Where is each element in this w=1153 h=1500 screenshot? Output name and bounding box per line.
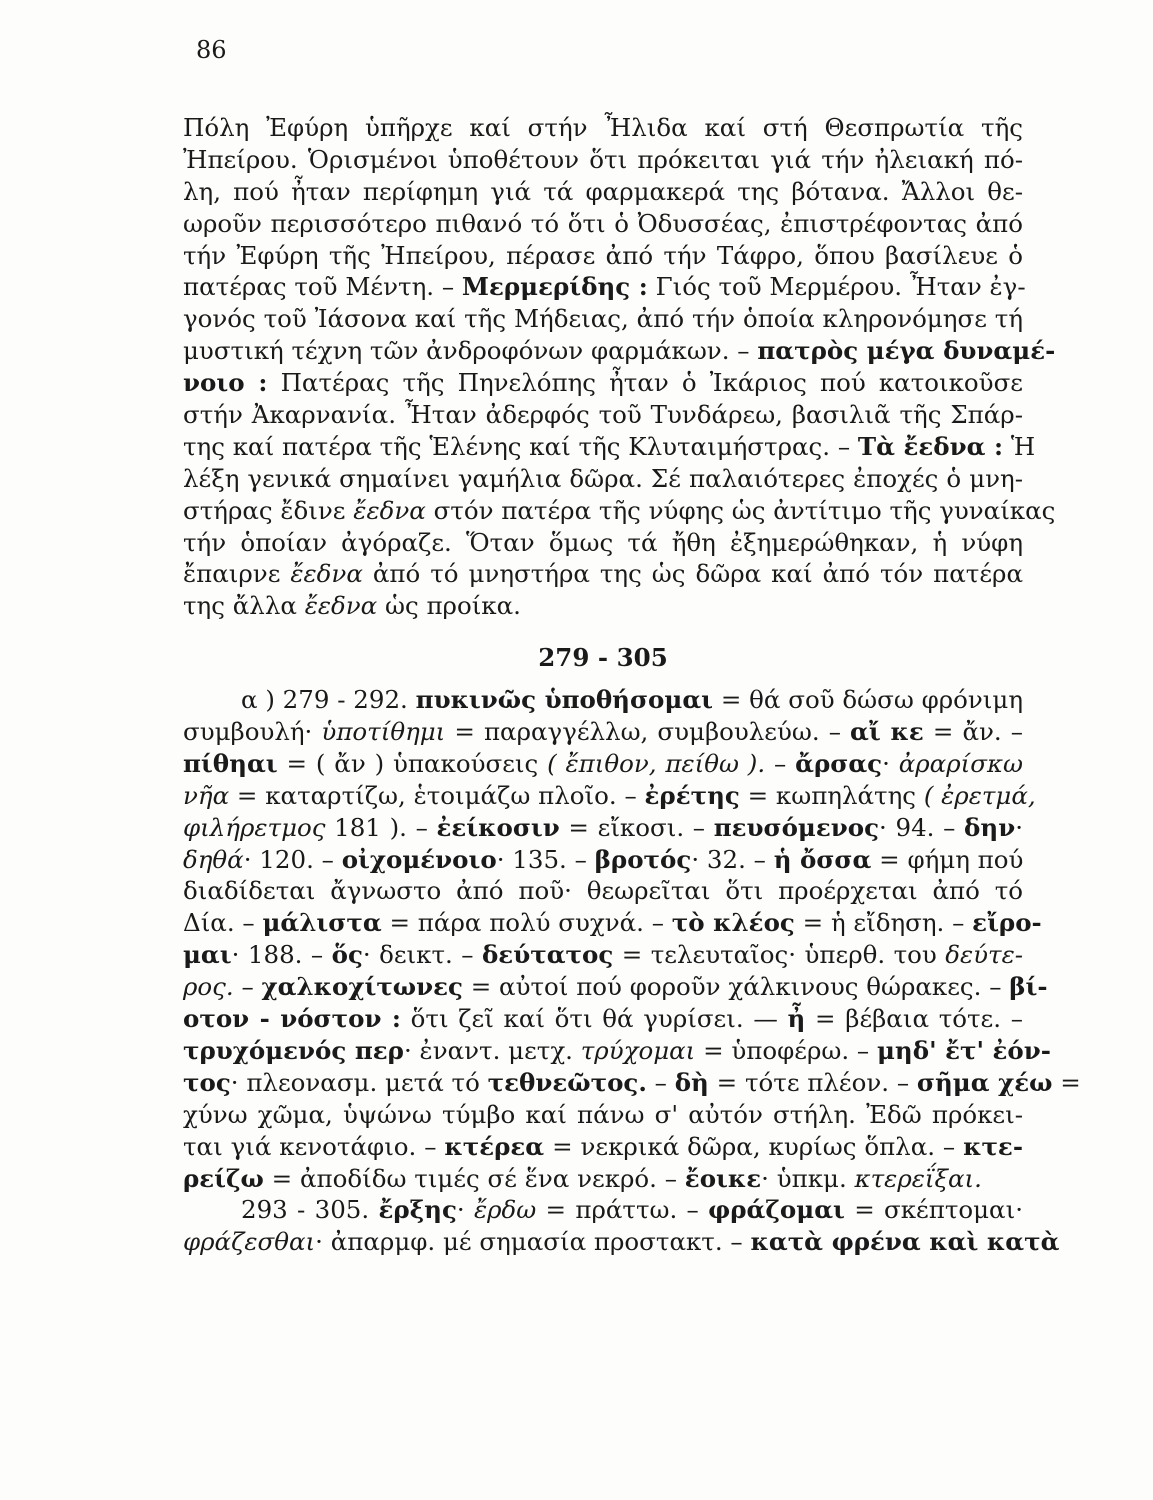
lemma-term: δὴ	[674, 1067, 709, 1097]
italic-term: δηθά	[183, 844, 244, 874]
text-segment: · ἐναντ. μετχ.	[403, 1035, 581, 1065]
text-segment: = ὑποφέρω. –	[695, 1035, 877, 1065]
lemma-term: δην	[964, 812, 1016, 842]
italic-term: ἔεδνα	[304, 591, 378, 621]
lemma-term: βί-	[1009, 972, 1048, 1002]
text-segment: = σκέπτομαι·	[844, 1195, 1023, 1225]
lemma-term: φράζομαι	[708, 1195, 845, 1225]
text-segment: τήν Ἐφύρη τῆς Ἠπείρου, πέρασε ἀπό τήν Τάφρο, ὅπου βασίλευε ὁ	[183, 240, 1023, 270]
text-segment: Πατέρας τῆς Πηνελόπης ἦταν ὁ Ἰκάριος πού κατοικοῦσε	[267, 368, 1023, 398]
lemma-term: κατὰ φρένα καὶ κατὰ	[750, 1227, 1060, 1257]
text-line	[183, 1035, 1051, 1067]
italic-term: ἔρδω	[473, 1195, 537, 1225]
text-segment: ται γιά κενοτάφιο. –	[183, 1131, 445, 1161]
lemma-term: βροτός	[594, 844, 692, 874]
lemma-term: ἐείκοσιν	[436, 812, 560, 842]
text-segment: στόν πατέρα τῆς νύφης ὡς ἀντίτιμο τῆς γυναίκας	[425, 495, 1056, 525]
text-segment: = τότε πλέον. –	[708, 1067, 917, 1097]
italic-term: ἀραρίσκω	[898, 748, 1024, 778]
text-segment: · 188. –	[231, 940, 332, 970]
text-line	[183, 844, 1023, 876]
text-line	[183, 463, 1023, 495]
text-segment: · πλεονασμ. μετά τό	[230, 1067, 488, 1097]
text-segment: = νεκρικά δῶρα, κυρίως ὅπλα. –	[544, 1131, 964, 1161]
text-segment: Γιός τοῦ Μερμέρου. Ἦταν ἐγ-	[647, 272, 1026, 302]
text-segment: στήρας ἔδινε	[183, 495, 354, 525]
lemma-term: ἔοικε	[684, 1163, 762, 1193]
text-line	[183, 1226, 1060, 1258]
text-segment: · δεικτ. –	[362, 940, 482, 970]
text-segment: 293 - 305.	[241, 1195, 379, 1225]
text-segment: Ἡ	[1003, 431, 1036, 461]
italic-term: δεύτε-	[945, 940, 1024, 970]
text-line	[183, 271, 1026, 303]
lemma-term: πατρὸς μέγα δυναμέ-	[757, 336, 1056, 366]
section-heading: 279 - 305	[538, 643, 668, 673]
text-line	[183, 971, 1048, 1003]
lemma-term: πίθηαι	[183, 748, 278, 778]
text-segment: συμβουλή·	[183, 717, 322, 747]
text-line	[183, 748, 1023, 780]
lemma-term: οἰχομένοιο	[341, 844, 497, 874]
text-segment: ὅτι ζεῖ καί ὅτι θά γυρίσει. —	[400, 1004, 788, 1034]
text-segment: = ἀποδίδω τιμές σέ ἕνα νεκρό. –	[263, 1163, 685, 1193]
text-segment: ·	[456, 1195, 474, 1225]
text-segment: · 94. –	[879, 812, 965, 842]
lemma-term: σῆμα χέω	[916, 1067, 1053, 1097]
lemma-term: δεύτατος	[481, 940, 614, 970]
text-segment: –	[233, 972, 262, 1002]
text-line	[183, 875, 1023, 907]
lemma-term: ρείζω	[183, 1163, 264, 1193]
italic-term: ( ἔπιθον, πείθω ).	[547, 748, 766, 778]
text-segment: λέξη γενικά σημαίνει γαμήλια δῶρα. Σέ παλαιότερες ἐποχές ὁ μνη-	[183, 463, 1023, 493]
text-segment: Πόλη Ἐφύρη ὑπῆρχε καί στήν Ἦλιδα καί στή Θεσπρωτία τῆς	[183, 113, 1023, 142]
text-segment: ·	[1015, 812, 1023, 842]
text-segment: πατέρας τοῦ Μέντη. –	[183, 272, 462, 302]
lemma-term: ἐρέτης	[644, 780, 740, 810]
lemma-term: πυκινῶς ὑποθήσομαι	[415, 685, 714, 715]
italic-term: φράζεσθαι	[183, 1227, 316, 1257]
italic-term: ἔεδνα	[290, 559, 363, 589]
text-segment: ·	[882, 748, 899, 778]
lemma-term: Τὰ ἔεδνα :	[857, 431, 1004, 461]
text-segment: = πράττω. –	[536, 1195, 709, 1225]
text-segment: = καταρτίζω, ἑτοιμάζω πλοῖο. –	[229, 780, 645, 810]
lemma-term: χαλκοχίτωνες	[261, 972, 463, 1002]
text-line	[183, 1067, 1081, 1099]
lemma-term: τρυχόμενός περ	[183, 1035, 404, 1065]
text-line	[183, 1163, 1023, 1195]
text-line	[183, 1131, 1023, 1163]
lemma-term: τεθνεῶτος.	[487, 1067, 647, 1097]
text-line	[183, 716, 1023, 748]
text-segment: = τελευταῖος· ὑπερθ. του	[613, 940, 946, 970]
text-segment: · ἀπαρμφ. μέ σημασία προστακτ. –	[315, 1227, 751, 1257]
text-line	[183, 240, 1023, 272]
text-segment: =	[1052, 1067, 1081, 1097]
text-segment: στήν Ἀκαρνανία. Ἦταν ἀδερφός τοῦ Τυνδάρεω, βασιλιᾶ τῆς Σπάρ-	[183, 400, 1023, 430]
text-segment: λη, πού ἦταν περίφημη γιά τά φαρμακερά της βότανα. Ἄλλοι θε-	[183, 176, 1023, 206]
lemma-term: ἔρξης	[378, 1195, 457, 1225]
text-segment: = κωπηλάτης	[739, 780, 924, 810]
text-segment: –	[765, 748, 796, 778]
text-segment: = φήμη πού	[871, 844, 1024, 874]
text-segment: = ἡ εἴδηση. –	[794, 908, 973, 938]
lemma-term: μηδ' ἔτ' ἐόν-	[876, 1035, 1051, 1065]
lemma-term: κτέρεα	[444, 1131, 545, 1161]
text-segment: –	[646, 1067, 675, 1097]
text-segment: = πάρα πολύ συχνά. –	[381, 908, 672, 938]
text-segment: = εἴκοσι. –	[559, 812, 714, 842]
text-line	[183, 1003, 1023, 1035]
text-line	[183, 399, 1023, 431]
text-segment: Δία. –	[183, 908, 263, 938]
italic-term: τρύχομαι	[580, 1035, 696, 1065]
text-line	[183, 495, 1056, 527]
text-segment: = παραγγέλλω, συμβουλεύω. –	[445, 717, 851, 747]
lemma-term: ὅς	[331, 940, 363, 970]
text-segment: της ἄλλα	[183, 591, 305, 621]
italic-term: ρος.	[183, 972, 234, 1002]
lemma-term: Μερμερίδης :	[461, 272, 648, 302]
page-number: 86	[196, 36, 227, 64]
italic-term: φιλήρετμος	[183, 812, 326, 842]
text-segment: = θά σοῦ δώσω φρόνιμη	[713, 685, 1024, 715]
text-line	[183, 684, 1023, 716]
text-line	[183, 780, 1036, 812]
text-line	[183, 208, 1023, 240]
lemma-term: μαι	[183, 940, 232, 970]
lemma-term: τος	[183, 1067, 231, 1097]
italic-term: κτερεΐξαι.	[854, 1163, 982, 1193]
lemma-term: τὸ κλέος	[671, 908, 795, 938]
italic-term: ἔεδνα	[353, 495, 426, 525]
text-line	[183, 1099, 1023, 1131]
text-segment: · 135. –	[496, 844, 595, 874]
text-segment: της καί πατέρα τῆς Ἑλένης καί τῆς Κλυταιμήστρας. –	[183, 431, 858, 461]
text-line	[183, 590, 1023, 622]
italic-term: ( ἐρετμά,	[923, 780, 1036, 810]
lemma-term: μάλιστα	[262, 908, 382, 938]
lemma-term: ἡ ὄσσα	[773, 844, 872, 874]
text-segment: ὡς προίκα.	[377, 591, 521, 621]
text-line	[183, 144, 1023, 176]
text-segment: Ἠπείρου. Ὁρισμένοι ὑποθέτουν ὅτι πρόκειται γιά τήν ἠλειακή πό-	[183, 144, 1023, 174]
text-segment: ωροῦν περισσότερο πιθανό τό ὅτι ὁ Ὀδυσσέας, ἐπιστρέφοντας ἀπό	[183, 208, 1023, 238]
text-segment: χύνω χῶμα, ὑψώνω τύμβο καί πάνω σ' αὐτόν στήλη. Ἐδῶ πρόκει-	[183, 1099, 1023, 1129]
text-segment: 181 ). –	[325, 812, 437, 842]
text-segment: διαδίδεται ἄγνωστο ἀπό ποῦ· θεωρεῖται ὅτι προέρχεται ἀπό τό	[183, 876, 1023, 906]
lemma-term: νοιο :	[183, 368, 268, 398]
text-line	[183, 303, 1023, 335]
lemma-term: κτε-	[963, 1131, 1023, 1161]
text-line	[183, 907, 1042, 939]
lemma-term: αἴ κε	[850, 717, 924, 747]
text-segment: γονός τοῦ Ἰάσονα καί τῆς Μήδειας, ἀπό τήν ὁποία κληρονόμησε τή	[183, 304, 1023, 334]
text-segment: · ὑπκμ.	[761, 1163, 855, 1193]
text-segment: = βέβαια τότε. –	[805, 1004, 1023, 1034]
commentary-text	[183, 112, 1081, 1258]
italic-term: ὑποτίθημι	[321, 717, 446, 747]
text-segment: ἔπαιρνε	[183, 559, 291, 589]
text-segment: μυστική τέχνη τῶν ἀνδροφόνων φαρμάκων. –	[183, 336, 758, 366]
text-line	[183, 176, 1023, 208]
text-line	[183, 558, 1023, 590]
lemma-term: πευσόμενος	[713, 812, 880, 842]
text-line	[183, 431, 1036, 463]
text-segment: · 120. –	[243, 844, 342, 874]
text-line	[183, 335, 1056, 367]
lemma-term: ἄρσας	[795, 748, 883, 778]
text-segment: ἀπό τό μνηστήρα της ὡς δῶρα καί ἀπό τόν πατέρα	[362, 559, 1023, 589]
text-segment: = ἄν. –	[923, 717, 1024, 747]
text-line	[183, 812, 1023, 844]
text-line	[183, 527, 1023, 559]
text-segment: α ) 279 - 292.	[241, 685, 416, 715]
lemma-term: ἦ	[787, 1004, 806, 1034]
text-line	[183, 939, 1023, 971]
italic-term: νῆα	[183, 780, 230, 810]
text-line	[183, 1194, 1023, 1226]
text-segment: = αὐτοί πού φοροῦν χάλκινους θώρακες. –	[462, 972, 1010, 1002]
text-segment: · 32. –	[691, 844, 774, 874]
lemma-term: εἴρο-	[972, 908, 1042, 938]
lemma-term: οτον - νόστον :	[183, 1004, 401, 1034]
text-line	[183, 367, 1023, 399]
text-segment: τήν ὁποίαν ἀγόραζε. Ὅταν ὅμως τά ἤθη ἐξημερώθηκαν, ἡ νύφη	[183, 527, 1023, 557]
text-segment: = ( ἄν ) ὑπακούσεις	[277, 748, 548, 778]
text-line	[183, 112, 1023, 144]
